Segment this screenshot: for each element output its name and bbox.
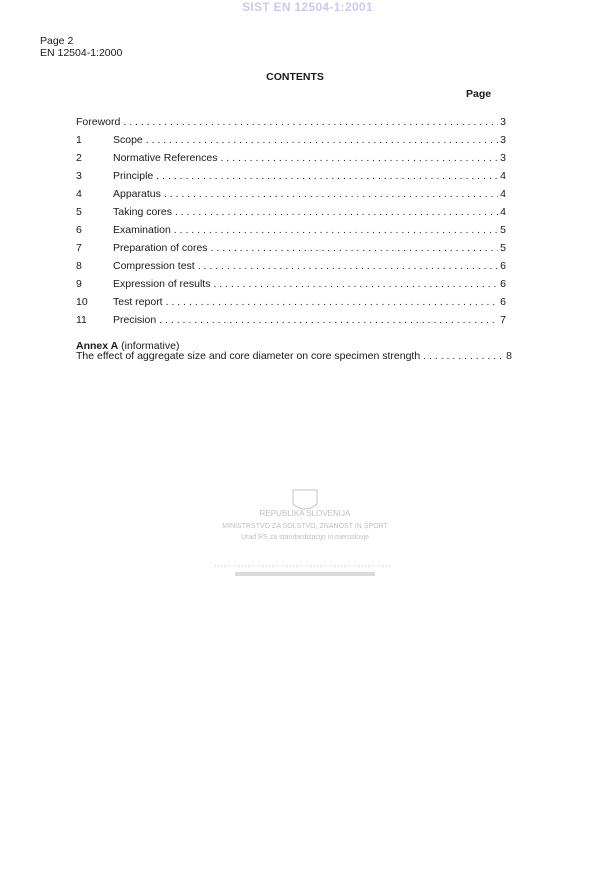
dot-leader [175,206,498,218]
entry-title: Scope [113,134,143,146]
dot-leader [211,242,499,254]
svg-text:Urad RS za standardizacijo in: Urad RS za standardizacijo in meroslovje [241,534,369,541]
dot-leader [146,134,498,146]
toc-entry[interactable] [76,170,506,184]
entry-number: 2 [76,152,82,164]
svg-text:MINISTRSTVO ZA ŠOLSTVO, ZNANOS: MINISTRSTVO ZA ŠOLSTVO, ZNANOST IN ŠPORT [222,523,388,530]
watermark: SIST EN 12504-1:2001 [242,0,373,14]
toc-entry[interactable] [76,260,506,274]
page-number: Page 2 [40,35,74,47]
entry-title: Normative References [113,152,218,164]
dot-leader [159,314,498,326]
entry-title: Test report [113,296,163,308]
annex-label: Annex A [76,340,119,352]
contents-title: CONTENTS [266,71,324,83]
standard-id: EN 12504-1:2000 [40,47,123,59]
entry-title: Compression test [113,260,195,272]
entry-title: Apparatus [113,188,161,200]
toc-entry[interactable] [76,278,506,292]
dot-leader [174,224,498,236]
dot-leader [220,152,498,164]
toc-entry[interactable] [76,116,506,130]
entry-title: Taking cores [113,206,172,218]
dot-leader [123,116,498,128]
toc-entry[interactable] [76,314,506,328]
entry-page: 6 [500,296,506,308]
page-column-label: Page [466,88,492,100]
toc-entry[interactable] [76,134,506,148]
svg-text:REPUBLIKA SLOVENIJA: REPUBLIKA SLOVENIJA [259,509,351,518]
entry-page: 3 [500,134,506,146]
toc-entry[interactable] [76,206,506,220]
entry-number: 7 [76,242,82,254]
dot-leader [166,296,499,308]
entry-title: The effect of aggregate size and core diameter on core specimen strength [76,350,421,362]
entry-page: 5 [500,242,506,254]
entry-page: 5 [500,224,506,236]
toc-entry[interactable] [76,296,506,310]
dot-leader [423,350,504,362]
toc-entry[interactable] [76,152,506,166]
entry-number: 11 [76,314,87,326]
dot-leader [156,170,498,182]
annex-type: (informative) [121,340,180,352]
dot-leader [213,278,498,290]
dot-leader [198,260,498,272]
entry-number: 9 [76,278,82,290]
toc-entry[interactable] [76,188,506,202]
entry-title: Examination [113,224,171,236]
entry-page: 4 [500,206,506,218]
official-stamp [205,486,405,582]
entry-number: 5 [76,206,82,218]
entry-title: Preparation of cores [113,242,208,254]
entry-page: 4 [500,170,506,182]
entry-title: Principle [113,170,154,182]
dot-leader [164,188,498,200]
toc-entry-annex[interactable] [76,350,512,364]
entry-title: Precision [113,314,157,326]
entry-title: Foreword [76,116,121,128]
entry-title: Expression of results [113,278,211,290]
entry-number: 8 [76,260,82,272]
entry-number: 3 [76,170,82,182]
entry-page: 3 [500,152,506,164]
toc-entry[interactable] [76,242,506,256]
entry-page: 4 [500,188,506,200]
entry-number: 1 [76,134,82,146]
entry-page: 6 [500,260,506,272]
entry-page: 8 [506,350,512,362]
entry-page: 3 [500,116,506,128]
entry-page: 6 [500,278,506,290]
entry-number: 6 [76,224,82,236]
entry-number: 10 [76,296,88,308]
toc-entry[interactable] [76,224,506,238]
entry-number: 4 [76,188,82,200]
entry-page: 7 [500,314,506,326]
